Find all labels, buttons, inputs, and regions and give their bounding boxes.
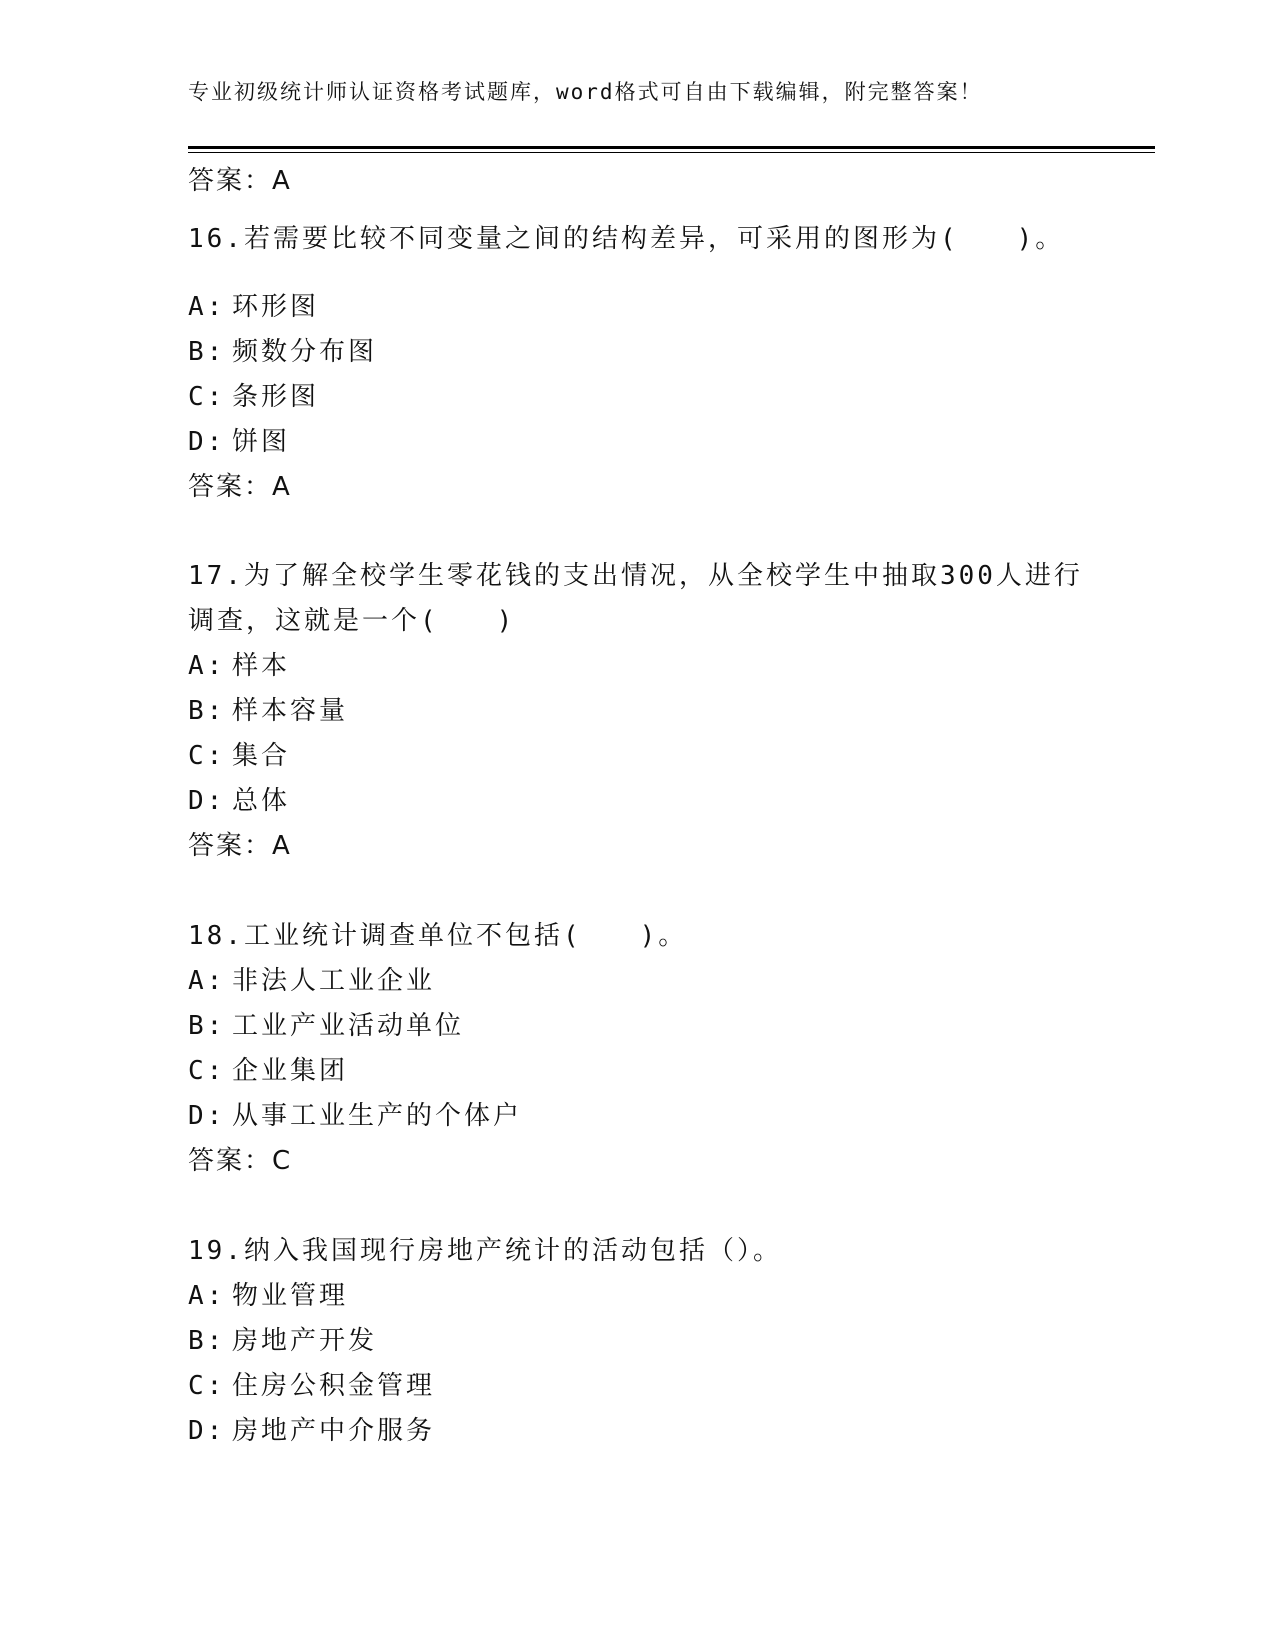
question-18-option-d	[188, 1095, 522, 1132]
option-letter: C:	[188, 1371, 226, 1401]
question-18-stem: 18.工业统计调查单位不包括( )。	[188, 921, 688, 951]
previous-answer: 答案：A	[188, 166, 292, 196]
option-letter: A:	[188, 651, 226, 681]
question-16-option-c	[188, 376, 319, 413]
question-19-option-d	[188, 1410, 435, 1447]
question-19-stem: 19.纳入我国现行房地产统计的活动包括（）。	[188, 1236, 782, 1266]
question-17-answer: 答案：A	[188, 831, 292, 861]
question-17-option-a	[188, 645, 290, 682]
option-text: 频数分布图	[232, 337, 378, 367]
option-letter: A:	[188, 292, 226, 322]
question-17-stem-line1: 17.为了解全校学生零花钱的支出情况，从全校学生中抽取300人进行	[188, 561, 1083, 591]
option-text: 集合	[232, 741, 291, 771]
question-18-option-c	[188, 1050, 348, 1087]
option-text: 样本容量	[232, 696, 349, 726]
question-17-option-b	[188, 690, 348, 727]
option-text: 物业管理	[232, 1281, 349, 1311]
question-19-option-c	[188, 1365, 435, 1402]
question-17-option-d	[188, 780, 290, 817]
option-letter: C:	[188, 382, 226, 412]
option-text: 样本	[232, 651, 291, 681]
option-text: 房地产开发	[232, 1326, 378, 1356]
question-16-stem: 16.若需要比较不同变量之间的结构差异，可采用的图形为( )。	[188, 224, 1065, 254]
option-text: 工业产业活动单位	[232, 1011, 465, 1041]
header-rule-thin	[188, 152, 1155, 153]
option-letter: D:	[188, 786, 226, 816]
option-text: 企业集团	[232, 1056, 349, 1086]
question-19-option-b	[188, 1320, 377, 1357]
option-letter: D:	[188, 427, 226, 457]
option-letter: D:	[188, 1416, 226, 1446]
question-16-option-d	[188, 421, 290, 458]
question-16-option-a	[188, 286, 319, 323]
question-17-option-c	[188, 735, 290, 772]
option-letter: C:	[188, 741, 226, 771]
option-letter: D:	[188, 1101, 226, 1131]
question-16-option-b	[188, 331, 377, 368]
question-19-option-a	[188, 1275, 348, 1312]
option-text: 房地产中介服务	[232, 1416, 436, 1446]
option-text: 饼图	[232, 427, 291, 457]
page-header: 专业初级统计师认证资格考试题库，word格式可自由下载编辑，附完整答案！	[188, 80, 983, 104]
option-letter: B:	[188, 1011, 226, 1041]
question-17-stem-line2: 调查，这就是一个( )	[188, 606, 516, 636]
option-letter: B:	[188, 696, 226, 726]
option-letter: B:	[188, 1326, 226, 1356]
option-text: 住房公积金管理	[232, 1371, 436, 1401]
option-text: 非法人工业企业	[232, 966, 436, 996]
option-letter: C:	[188, 1056, 226, 1086]
question-18-option-a	[188, 960, 435, 997]
header-rule-thick	[188, 146, 1155, 149]
option-text: 环形图	[232, 292, 320, 322]
option-letter: B:	[188, 337, 226, 367]
question-18-option-b	[188, 1005, 464, 1042]
option-letter: A:	[188, 1281, 226, 1311]
option-text: 从事工业生产的个体户	[232, 1101, 523, 1131]
option-text: 总体	[232, 786, 291, 816]
question-18-answer: 答案：C	[188, 1146, 293, 1176]
option-text: 条形图	[232, 382, 320, 412]
question-16-answer: 答案：A	[188, 472, 292, 502]
option-letter: A:	[188, 966, 226, 996]
